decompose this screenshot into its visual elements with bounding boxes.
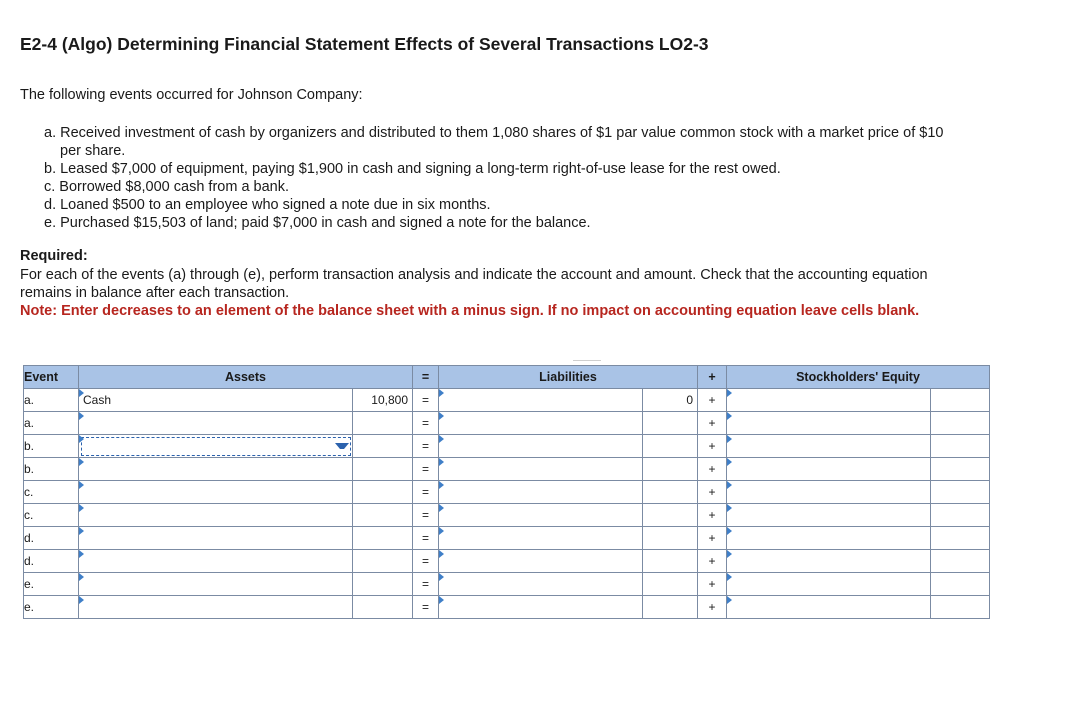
liability-account-select[interactable] bbox=[439, 504, 643, 527]
equity-account-select[interactable] bbox=[727, 412, 931, 435]
input-marker-icon bbox=[79, 458, 88, 466]
required-heading: Required: bbox=[20, 248, 88, 264]
equals-sign: = bbox=[413, 550, 439, 573]
equals-sign: = bbox=[413, 596, 439, 619]
input-marker-icon bbox=[79, 389, 88, 397]
liability-account-select[interactable] bbox=[439, 389, 643, 412]
input-marker-icon bbox=[79, 527, 88, 535]
input-marker-icon bbox=[727, 596, 736, 604]
equals-sign: = bbox=[413, 389, 439, 412]
input-marker-icon bbox=[439, 435, 448, 443]
plus-sign: + bbox=[698, 573, 727, 596]
table-row bbox=[24, 435, 990, 458]
liability-amount-input[interactable] bbox=[643, 412, 698, 435]
input-marker-icon bbox=[79, 550, 88, 558]
asset-account-select[interactable] bbox=[79, 389, 353, 412]
input-marker-icon bbox=[727, 573, 736, 581]
divider bbox=[573, 360, 601, 361]
liability-amount-input[interactable] bbox=[643, 458, 698, 481]
required-text: For each of the events (a) through (e), perform transaction analysis and indicate the account and amount. Check that the accounting equation remains in balance after each transaction. bbox=[20, 267, 928, 301]
event-label: b. bbox=[24, 435, 79, 458]
liability-account-select[interactable] bbox=[439, 481, 643, 504]
asset-amount-input[interactable] bbox=[353, 504, 413, 527]
equity-account-select[interactable] bbox=[727, 481, 931, 504]
header-equals: = bbox=[413, 366, 439, 389]
liability-amount-input[interactable] bbox=[643, 596, 698, 619]
liability-account-select[interactable] bbox=[439, 550, 643, 573]
liability-amount-value: 0 bbox=[686, 393, 693, 407]
event-label: e. bbox=[24, 596, 79, 619]
equity-account-select[interactable] bbox=[727, 458, 931, 481]
event-item: c. Borrowed $8,000 cash from a bank. bbox=[44, 179, 290, 195]
asset-amount-input[interactable] bbox=[353, 412, 413, 435]
asset-account-select[interactable] bbox=[79, 550, 353, 573]
asset-account-select[interactable] bbox=[79, 527, 353, 550]
event-label: c. bbox=[24, 481, 79, 504]
input-marker-icon bbox=[439, 596, 448, 604]
liability-account-select[interactable] bbox=[439, 573, 643, 596]
asset-account-select[interactable] bbox=[79, 412, 353, 435]
event-item: a. Received investment of cash by organizers and distributed to them 1,080 shares of $1 par value common stock with a market price of $10 per share. bbox=[44, 125, 944, 159]
equity-amount-input[interactable] bbox=[931, 435, 990, 458]
equity-account-select[interactable] bbox=[727, 504, 931, 527]
liability-account-select[interactable] bbox=[439, 435, 643, 458]
equals-sign: = bbox=[413, 527, 439, 550]
input-marker-icon bbox=[439, 550, 448, 558]
plus-sign: + bbox=[698, 481, 727, 504]
table-row bbox=[24, 527, 990, 550]
plus-sign: + bbox=[698, 412, 727, 435]
input-marker-icon bbox=[439, 481, 448, 489]
input-marker-icon bbox=[439, 412, 448, 420]
equity-amount-input[interactable] bbox=[931, 504, 990, 527]
plus-sign: + bbox=[698, 550, 727, 573]
table-row bbox=[24, 412, 990, 435]
equity-amount-input[interactable] bbox=[931, 481, 990, 504]
asset-amount-input[interactable] bbox=[353, 527, 413, 550]
table-row bbox=[24, 389, 990, 412]
plus-sign: + bbox=[698, 435, 727, 458]
liability-amount-input[interactable] bbox=[643, 435, 698, 458]
input-marker-icon bbox=[727, 481, 736, 489]
table-row bbox=[24, 458, 990, 481]
input-marker-icon bbox=[727, 389, 736, 397]
liability-amount-input[interactable] bbox=[643, 504, 698, 527]
asset-account-value: Cash bbox=[83, 393, 112, 407]
transaction-analysis-table bbox=[23, 365, 990, 619]
asset-account-select[interactable] bbox=[79, 596, 353, 619]
event-item: e. Purchased $15,503 of land; paid $7,000 in cash and signed a note for the balance. bbox=[44, 215, 591, 231]
equals-sign: = bbox=[413, 504, 439, 527]
plus-sign: + bbox=[698, 504, 727, 527]
asset-amount-input[interactable] bbox=[353, 481, 413, 504]
liability-amount-input[interactable] bbox=[643, 389, 698, 412]
header-plus: + bbox=[698, 366, 727, 389]
equity-account-select[interactable] bbox=[727, 527, 931, 550]
liability-account-select[interactable] bbox=[439, 596, 643, 619]
table-row bbox=[24, 550, 990, 573]
input-marker-icon bbox=[439, 504, 448, 512]
asset-account-select[interactable] bbox=[79, 504, 353, 527]
asset-account-select[interactable] bbox=[79, 458, 353, 481]
event-label: d. bbox=[24, 527, 79, 550]
intro-text: The following events occurred for Johnson Company: bbox=[20, 87, 363, 103]
event-label: c. bbox=[24, 504, 79, 527]
input-marker-icon bbox=[727, 550, 736, 558]
liability-account-select[interactable] bbox=[439, 412, 643, 435]
asset-amount-input[interactable] bbox=[353, 458, 413, 481]
asset-amount-input[interactable] bbox=[353, 435, 413, 458]
input-marker-icon bbox=[727, 412, 736, 420]
input-marker-icon bbox=[727, 458, 736, 466]
asset-account-select[interactable] bbox=[79, 435, 353, 458]
event-label: a. bbox=[24, 412, 79, 435]
input-marker-icon bbox=[79, 481, 88, 489]
input-marker-icon bbox=[727, 527, 736, 535]
equity-account-select[interactable] bbox=[727, 573, 931, 596]
plus-sign: + bbox=[698, 389, 727, 412]
plus-sign: + bbox=[698, 458, 727, 481]
equity-amount-input[interactable] bbox=[931, 550, 990, 573]
event-label: e. bbox=[24, 573, 79, 596]
event-label: a. bbox=[24, 389, 79, 412]
input-marker-icon bbox=[439, 458, 448, 466]
event-item: d. Loaned $500 to an employee who signed a note due in six months. bbox=[44, 197, 491, 213]
header-event: Event bbox=[24, 366, 79, 389]
input-marker-icon bbox=[79, 596, 88, 604]
equity-account-select[interactable] bbox=[727, 550, 931, 573]
equals-sign: = bbox=[413, 412, 439, 435]
liability-amount-input[interactable] bbox=[643, 573, 698, 596]
events-list bbox=[44, 124, 944, 232]
equals-sign: = bbox=[413, 458, 439, 481]
equity-amount-input[interactable] bbox=[931, 412, 990, 435]
header-assets: Assets bbox=[79, 366, 413, 389]
equity-account-select[interactable] bbox=[727, 596, 931, 619]
asset-account-select[interactable] bbox=[79, 481, 353, 504]
input-marker-icon bbox=[79, 412, 88, 420]
table-header bbox=[24, 366, 990, 389]
equity-account-select[interactable] bbox=[727, 389, 931, 412]
asset-amount-input[interactable] bbox=[353, 550, 413, 573]
note-text: Note: Enter decreases to an element of the balance sheet with a minus sign. If no impact on accounting equation leave cells blank. bbox=[20, 303, 920, 319]
equity-amount-input[interactable] bbox=[931, 458, 990, 481]
liability-amount-input[interactable] bbox=[643, 550, 698, 573]
asset-amount-input[interactable] bbox=[353, 596, 413, 619]
input-marker-icon bbox=[79, 435, 88, 443]
asset-amount-input[interactable] bbox=[353, 573, 413, 596]
liability-account-select[interactable] bbox=[439, 458, 643, 481]
liability-account-select[interactable] bbox=[439, 527, 643, 550]
input-marker-icon bbox=[439, 573, 448, 581]
header-equity: Stockholders' Equity bbox=[727, 366, 990, 389]
table-row bbox=[24, 504, 990, 527]
table-row bbox=[24, 481, 990, 504]
input-marker-icon bbox=[727, 435, 736, 443]
equity-amount-input[interactable] bbox=[931, 527, 990, 550]
event-label: b. bbox=[24, 458, 79, 481]
event-item: b. Leased $7,000 of equipment, paying $1,900 in cash and signing a long-term right-of-use lease for the rest owed. bbox=[44, 161, 781, 177]
event-label: d. bbox=[24, 550, 79, 573]
asset-amount-input[interactable] bbox=[353, 389, 413, 412]
asset-account-select[interactable] bbox=[79, 573, 353, 596]
asset-amount-value: 10,800 bbox=[371, 393, 408, 407]
page-title: E2-4 (Algo) Determining Financial Statement Effects of Several Transactions LO2-3 bbox=[20, 34, 709, 54]
equals-sign: = bbox=[413, 481, 439, 504]
chevron-down-icon[interactable] bbox=[335, 443, 349, 449]
plus-sign: + bbox=[698, 527, 727, 550]
liability-amount-input[interactable] bbox=[643, 527, 698, 550]
input-marker-icon bbox=[439, 527, 448, 535]
equals-sign: = bbox=[413, 573, 439, 596]
equity-amount-input[interactable] bbox=[931, 389, 990, 412]
plus-sign: + bbox=[698, 596, 727, 619]
table-row bbox=[24, 596, 990, 619]
equity-amount-input[interactable] bbox=[931, 573, 990, 596]
input-marker-icon bbox=[79, 573, 88, 581]
header-liabilities: Liabilities bbox=[439, 366, 698, 389]
equals-sign: = bbox=[413, 435, 439, 458]
equity-amount-input[interactable] bbox=[931, 596, 990, 619]
liability-amount-input[interactable] bbox=[643, 481, 698, 504]
input-marker-icon bbox=[79, 504, 88, 512]
equity-account-select[interactable] bbox=[727, 435, 931, 458]
input-marker-icon bbox=[727, 504, 736, 512]
input-marker-icon bbox=[439, 389, 448, 397]
table-row bbox=[24, 573, 990, 596]
